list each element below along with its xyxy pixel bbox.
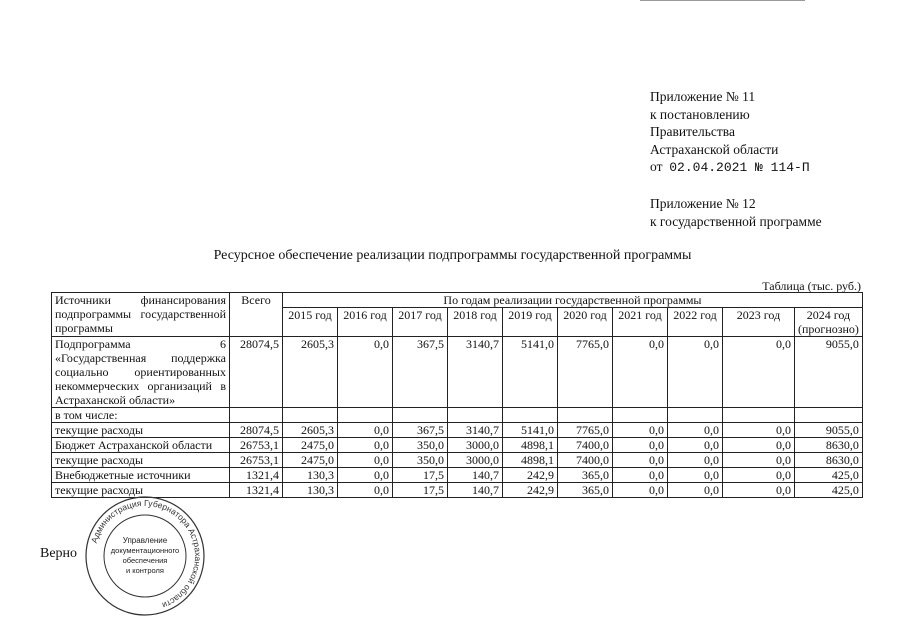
header-year-6: 2021 год: [613, 308, 668, 337]
row-value-2015: 2475,0: [283, 453, 338, 468]
row-value-2023: 0,0: [723, 423, 795, 438]
row-total: 1321,4: [230, 468, 283, 483]
row-value-2022: 0,0: [668, 423, 723, 438]
row-value-2019: [503, 408, 558, 423]
row-value-2021: 0,0: [613, 453, 668, 468]
header-year-2: 2017 год: [393, 308, 448, 337]
row-value-2018: [448, 408, 503, 423]
row-value-2024: 8630,0: [795, 453, 863, 468]
row-value-2020: 7765,0: [558, 423, 613, 438]
table-row: [52, 337, 863, 408]
appendix-line-2: к постановлению: [650, 106, 750, 122]
row-label: Бюджет Астраханской области: [52, 438, 230, 453]
header-total: Всего: [230, 293, 283, 337]
row-label: в том числе:: [52, 408, 230, 423]
row-value-2023: 0,0: [723, 468, 795, 483]
table-row: [52, 438, 863, 453]
row-total: 28074,5: [230, 337, 283, 408]
row-value-2016: 0,0: [338, 468, 393, 483]
row-value-2022: 0,0: [668, 468, 723, 483]
header-year-3: 2018 год: [448, 308, 503, 337]
row-total: 26753,1: [230, 438, 283, 453]
row-value-2020: [558, 408, 613, 423]
row-value-2022: 0,0: [668, 483, 723, 498]
row-label: текущие расходы: [52, 423, 230, 438]
row-value-2020: 365,0: [558, 468, 613, 483]
row-value-2024: 8630,0: [795, 438, 863, 453]
stamp-line-4: и контроля: [125, 566, 165, 575]
row-value-2024: 425,0: [795, 468, 863, 483]
row-value-2022: 0,0: [668, 337, 723, 408]
row-total: 26753,1: [230, 453, 283, 468]
header-year-0: 2015 год: [283, 308, 338, 337]
table-row: [52, 468, 863, 483]
header-year-9: 2024 год (прогнозно): [795, 308, 863, 337]
header-row-1: [52, 293, 863, 308]
table-row: [52, 408, 863, 423]
row-value-2019: 242,9: [503, 468, 558, 483]
row-total: 28074,5: [230, 423, 283, 438]
row-label: текущие расходы: [52, 453, 230, 468]
row-value-2024: 425,0: [795, 483, 863, 498]
row-value-2017: 367,5: [393, 423, 448, 438]
row-value-2017: 367,5: [393, 337, 448, 408]
stamp-outer-text: Администрация Губернатора Астраханской области: [88, 497, 204, 611]
row-label: Подпрограмма 6 «Государственная поддержка социально ориентированных некоммерческих организаций в Астраханской области»: [52, 337, 230, 408]
row-value-2021: 0,0: [613, 438, 668, 453]
document-title: Ресурсное обеспечение реализации подпрограммы государственной программы: [213, 248, 692, 263]
row-value-2018: 3140,7: [448, 423, 503, 438]
row-value-2021: 0,0: [613, 337, 668, 408]
row-value-2017: 17,5: [393, 483, 448, 498]
row-value-2019: 242,9: [503, 483, 558, 498]
row-value-2015: 130,3: [283, 483, 338, 498]
row-value-2023: [723, 408, 795, 423]
table-caption: Таблица (тыс. руб.): [762, 279, 861, 293]
verno-signature: Верно: [40, 546, 78, 561]
stamp-line-2: документационного: [110, 546, 180, 555]
appendix-line-5: Приложение № 12: [650, 195, 756, 211]
appendix-line-6: к государственной программе: [650, 213, 822, 229]
row-value-2024: 9055,0: [795, 423, 863, 438]
header-year-4: 2019 год: [503, 308, 558, 337]
resource-table: [51, 292, 863, 498]
header-year-8: 2023 год: [723, 308, 795, 337]
row-value-2018: 3000,0: [448, 438, 503, 453]
row-value-2017: [393, 408, 448, 423]
row-value-2019: 4898,1: [503, 438, 558, 453]
header-source: Источники финансирования подпрограммы государственной программы: [52, 293, 230, 337]
row-value-2023: 0,0: [723, 337, 795, 408]
header-year-1: 2016 год: [338, 308, 393, 337]
appendix-line-4: Астраханской области: [650, 141, 779, 157]
row-value-2019: 5141,0: [503, 337, 558, 408]
row-label: Внебюджетные источники: [52, 468, 230, 483]
row-value-2017: 350,0: [393, 453, 448, 468]
table-row: [52, 453, 863, 468]
row-value-2023: 0,0: [723, 438, 795, 453]
row-value-2015: 130,3: [283, 468, 338, 483]
row-value-2022: 0,0: [668, 438, 723, 453]
row-value-2018: 140,7: [448, 483, 503, 498]
appendix-date-line: [650, 158, 822, 177]
row-total: 1321,4: [230, 483, 283, 498]
appendix-line-1: Приложение № 11: [650, 89, 756, 104]
row-value-2022: 0,0: [668, 453, 723, 468]
row-value-2016: 0,0: [338, 483, 393, 498]
stamp-line-1: Управление: [122, 536, 168, 545]
row-value-2017: 350,0: [393, 438, 448, 453]
row-value-2016: 0,0: [338, 423, 393, 438]
row-value-2016: [338, 408, 393, 423]
official-stamp: [84, 495, 206, 617]
date-value: 02.04.2021 № 114-П: [669, 160, 810, 176]
row-value-2019: 4898,1: [503, 453, 558, 468]
date-prefix: от: [650, 159, 663, 175]
top-edge-line: [640, 0, 805, 1]
row-value-2015: 2605,3: [283, 423, 338, 438]
row-value-2015: [283, 408, 338, 423]
row-value-2020: 7400,0: [558, 438, 613, 453]
row-value-2017: 17,5: [393, 468, 448, 483]
appendix-line-3: Правительства: [650, 124, 735, 140]
row-total: [230, 408, 283, 423]
row-value-2024: [795, 408, 863, 423]
row-value-2016: 0,0: [338, 453, 393, 468]
header-year-7: 2022 год: [668, 308, 723, 337]
row-value-2016: 0,0: [338, 438, 393, 453]
row-value-2019: 5141,0: [503, 423, 558, 438]
row-value-2021: 0,0: [613, 468, 668, 483]
stamp-line-3: обеспечения: [122, 556, 168, 565]
row-value-2021: 0,0: [613, 423, 668, 438]
row-value-2015: 2605,3: [283, 337, 338, 408]
row-value-2020: 7765,0: [558, 337, 613, 408]
header-year-5: 2020 год: [558, 308, 613, 337]
row-value-2023: 0,0: [723, 483, 795, 498]
row-value-2023: 0,0: [723, 453, 795, 468]
row-value-2018: 140,7: [448, 468, 503, 483]
row-value-2018: 3000,0: [448, 453, 503, 468]
row-value-2018: 3140,7: [448, 337, 503, 408]
row-value-2016: 0,0: [338, 337, 393, 408]
header-years-group: По годам реализации государственной программы: [283, 293, 863, 308]
table-row: [52, 423, 863, 438]
row-value-2022: [668, 408, 723, 423]
row-value-2020: 365,0: [558, 483, 613, 498]
row-label: текущие расходы: [52, 483, 230, 498]
row-value-2024: 9055,0: [795, 337, 863, 408]
row-value-2021: 0,0: [613, 483, 668, 498]
appendix-block: [650, 88, 822, 230]
row-value-2020: 7400,0: [558, 453, 613, 468]
row-value-2021: [613, 408, 668, 423]
row-value-2015: 2475,0: [283, 438, 338, 453]
